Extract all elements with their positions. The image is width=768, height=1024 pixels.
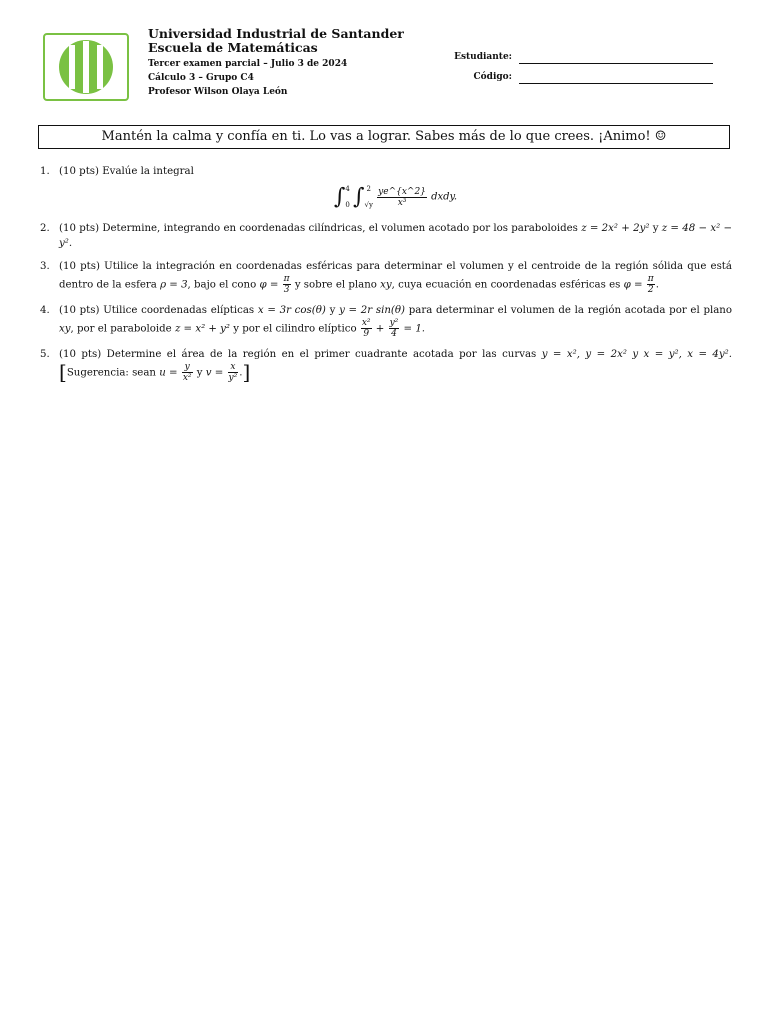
problem-points: (10 pts) <box>59 349 102 360</box>
code-row <box>440 70 720 90</box>
student-code-line[interactable] <box>519 83 713 84</box>
double-integral <box>59 181 732 213</box>
v-lhs: v = <box>205 367 224 379</box>
spherical-denominator: 2 <box>647 285 654 295</box>
student-row <box>440 50 720 70</box>
problem-text: , bajo el cono <box>187 279 257 291</box>
inner-upper-limit: 2 <box>366 185 371 193</box>
problem-points: (10 pts) <box>59 305 100 316</box>
outer-lower-limit: 0 <box>345 201 350 209</box>
motivation-box: Mantén la calma y confía en ti. Lo vas a lograr. Sabes más de lo que crees. ¡Animo! ☺ <box>38 125 730 149</box>
problem-text: Determine, integrando en coordenadas cilíndricas, el volumen acotado por los paraboloides <box>102 223 578 234</box>
hint-text: Sugerencia: sean <box>66 367 156 379</box>
problem-text: Evalúe la integral <box>102 166 194 177</box>
problem-4 <box>40 303 732 339</box>
inner-lower-limit: √y <box>364 201 373 209</box>
problem-text: Determine el área de la región en el primer cuadrante acotada por las curvas <box>106 349 537 360</box>
outer-limits <box>345 181 349 213</box>
integral-sign: ∫ <box>333 184 346 210</box>
university-logo <box>43 33 129 101</box>
spherical-lhs: φ = <box>623 279 643 291</box>
problem-number: 1. <box>40 166 50 177</box>
conjunction: y <box>329 305 336 316</box>
ellipse-rhs: = 1. <box>403 323 426 335</box>
ellipse-term-x <box>361 318 372 339</box>
cone-lhs: φ = <box>259 279 279 291</box>
problem-text: y sobre el plano <box>294 279 377 291</box>
university-name: Universidad Industrial de Santander <box>148 26 404 41</box>
paraboloid-equation-1: z = 2x² + 2y² <box>581 223 650 234</box>
uis-logo-icon <box>45 35 127 99</box>
problem-2 <box>40 221 732 251</box>
ellipse-y-denominator: 4 <box>391 329 397 339</box>
v-denominator: y² <box>228 373 238 383</box>
u-numerator: y <box>182 362 193 373</box>
plane-name: xy <box>59 323 71 335</box>
school-name: Escuela de Matemáticas <box>148 40 318 55</box>
problem-points: (10 pts) <box>59 261 100 272</box>
professor-name: Profesor Wilson Olaya León <box>148 87 288 97</box>
v-numerator: x <box>228 362 239 373</box>
student-fields <box>440 50 720 90</box>
differentials: dxdy. <box>431 191 458 203</box>
plane-name: xy <box>380 279 392 291</box>
cone-numerator: π <box>283 274 290 284</box>
problem-number: 3. <box>40 261 50 272</box>
paraboloid-equation: z = x² + y² <box>174 323 230 335</box>
paraboloid-equation-2: z = 48 − x² − y². <box>59 223 732 249</box>
right-bracket: ] <box>242 360 251 384</box>
problem-1 <box>40 164 732 213</box>
integrand-denominator: x³ <box>397 197 407 208</box>
u-denominator: x² <box>182 373 192 383</box>
student-label: Estudiante: <box>454 52 512 62</box>
problem-text: Utilice la integración en coordenadas esféricas para determinar el volumen y el centroide de la región sólida que está dentro de la esfera <box>59 261 732 291</box>
conjunction: y <box>652 223 659 234</box>
problem-points: (10 pts) <box>59 223 100 234</box>
v-fraction <box>228 362 239 383</box>
ellipse-y-numerator: y² <box>389 318 399 328</box>
integrand-numerator: ye^{x^2} <box>378 186 426 197</box>
problem-text: , cuya ecuación en coordenadas esféricas es <box>391 279 621 291</box>
exam-header <box>148 27 438 99</box>
y-substitution: y = 2r sin(θ) <box>339 305 405 316</box>
cone-denominator: 3 <box>283 285 290 295</box>
sphere-equation: ρ = 3 <box>160 279 188 291</box>
outer-upper-limit: 4 <box>345 185 350 193</box>
ellipse-x-denominator: 9 <box>363 329 370 339</box>
ellipse-x-numerator: x² <box>361 318 371 328</box>
problem-number: 2. <box>40 223 50 234</box>
u-fraction <box>182 362 193 383</box>
code-label: Código: <box>473 72 512 82</box>
problem-number: 5. <box>40 349 50 360</box>
spherical-numerator: π <box>647 274 654 284</box>
boundary-curves: y = x², y = 2x² y x = y², x = 4y². <box>541 349 732 360</box>
problem-3: 3. (10 pts) Utilice la integración en coordenadas esféricas para determinar el volumen y el centroide de la región sólida que está dentro de la esfera ρ = 3, bajo el cono φ = $\frac{\pi}{3}$ y sobre el plano xy, cuya ecuación en coordenadas esféricas es φ = $\frac{\pi}{2}$ . <box>40 261 732 295</box>
inner-limits <box>365 181 373 213</box>
conjunction: y <box>196 367 203 379</box>
spherical-angle-fraction <box>647 274 655 295</box>
plus-sign: + <box>375 323 385 335</box>
problem-number: 4. <box>40 305 50 316</box>
problem-text: para determinar el volumen de la región acotada por el plano <box>408 305 732 316</box>
exam-title: Tercer examen parcial – Julio 3 de 2024 <box>148 59 348 69</box>
cone-angle-fraction <box>283 274 291 295</box>
problem-text: y por el cilindro elíptico <box>233 323 357 335</box>
left-bracket: [ <box>59 360 67 384</box>
x-substitution: x = 3r cos(θ) <box>257 305 326 316</box>
integral-sign: ∫ <box>353 184 365 210</box>
student-name-line[interactable] <box>519 63 713 64</box>
u-lhs: u = <box>159 367 178 379</box>
problem-5: 5. (10 pts) Determine el área de la región en el primer cuadrante acotada por las curvas y = x², y = 2x² y x = y², x = 4y². [Sugerencia: sean u = $\frac{y}{\text{x²}}$ y v = $\frac{x}{\text{y²}}$ .] <box>40 349 732 384</box>
problem-points: (10 pts) <box>59 166 99 177</box>
problem-text: Utilice coordenadas elípticas <box>103 305 255 316</box>
course-name: Cálculo 3 – Grupo C4 <box>148 73 254 83</box>
problem-text: , por el paraboloide <box>70 323 172 335</box>
integrand-fraction <box>377 187 427 208</box>
problem-list <box>40 164 732 391</box>
ellipse-term-y <box>389 318 400 339</box>
